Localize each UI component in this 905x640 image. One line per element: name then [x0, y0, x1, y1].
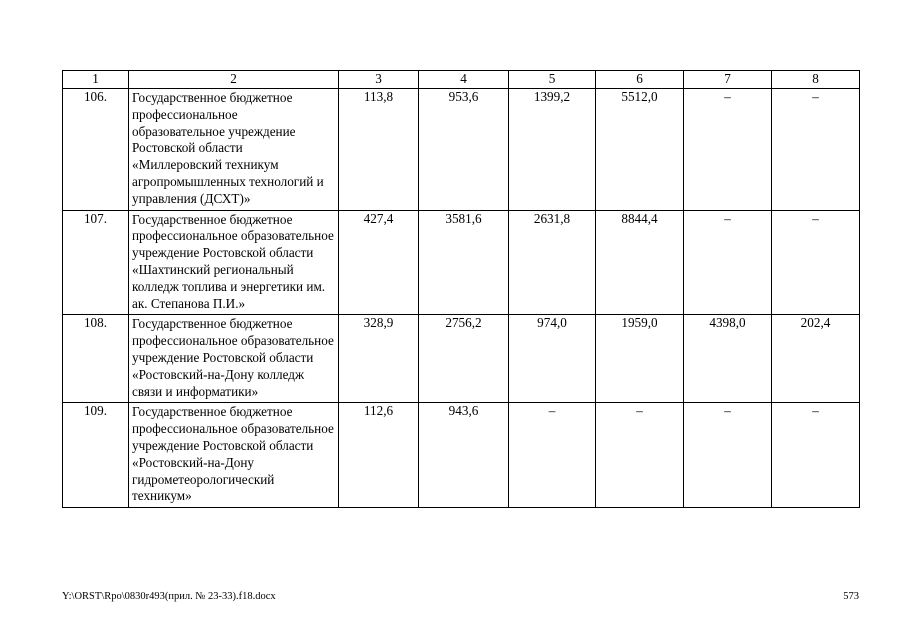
value-cell: –	[509, 403, 596, 508]
value-cell: –	[684, 210, 772, 315]
value-cell: –	[596, 403, 684, 508]
budget-table	[62, 70, 860, 508]
header-cell: 5	[509, 71, 596, 89]
value-cell: 1959,0	[596, 315, 684, 403]
value-cell: –	[772, 403, 860, 508]
footer-page-number: 573	[843, 591, 859, 602]
row-number: 107.	[63, 210, 129, 315]
table-header-row	[63, 71, 860, 89]
value-cell: 943,6	[419, 403, 509, 508]
institution-name	[129, 403, 339, 508]
institution-name	[129, 315, 339, 403]
table-row	[63, 89, 860, 211]
value-cell: 1399,2	[509, 89, 596, 211]
value-cell: 113,8	[339, 89, 419, 211]
value-cell: 974,0	[509, 315, 596, 403]
institution-name-text: Государственное бюджетное профессиональное образовательное учреждение Ростовской области «Шахтинский региональный колледж топлива и энергетики им. ак. Степанова П.И.»	[132, 211, 334, 311]
header-cell: 3	[339, 71, 419, 89]
value-cell: 112,6	[339, 403, 419, 508]
institution-name-text: Государственное бюджетное профессиональное образовательное учреждение Ростовской области «Миллеровский техникум агропромышленных технологий и управления (ДСХТ)»	[132, 90, 324, 206]
value-cell: 328,9	[339, 315, 419, 403]
value-cell: 202,4	[772, 315, 860, 403]
institution-name	[129, 210, 339, 315]
header-cell: 8	[772, 71, 860, 89]
value-cell: 2631,8	[509, 210, 596, 315]
row-number: 109.	[63, 403, 129, 508]
row-number: 108.	[63, 315, 129, 403]
institution-name-text: Государственное бюджетное профессиональное образовательное учреждение Ростовской области «Ростовский-на-Дону колледж связи и информатики»	[132, 316, 334, 399]
value-cell: 3581,6	[419, 210, 509, 315]
value-cell: 2756,2	[419, 315, 509, 403]
institution-name	[129, 89, 339, 211]
value-cell: –	[684, 89, 772, 211]
header-cell: 1	[63, 71, 129, 89]
footer-file-path: Y:\ORST\Rpo\0830r493(прил. № 23-33).f18.docx	[62, 591, 276, 602]
header-cell: 7	[684, 71, 772, 89]
header-cell: 6	[596, 71, 684, 89]
value-cell: –	[772, 210, 860, 315]
value-cell: –	[684, 403, 772, 508]
value-cell: 427,4	[339, 210, 419, 315]
value-cell: 8844,4	[596, 210, 684, 315]
institution-name-text: Государственное бюджетное профессиональное образовательное учреждение Ростовской области «Ростовский-на-Дону гидрометеорологический техникум»	[132, 404, 334, 504]
table-row	[63, 403, 860, 508]
header-cell: 2	[129, 71, 339, 89]
value-cell: 953,6	[419, 89, 509, 211]
header-cell: 4	[419, 71, 509, 89]
table-row	[63, 315, 860, 403]
value-cell: –	[772, 89, 860, 211]
table-row	[63, 210, 860, 315]
value-cell: 4398,0	[684, 315, 772, 403]
value-cell: 5512,0	[596, 89, 684, 211]
row-number: 106.	[63, 89, 129, 211]
